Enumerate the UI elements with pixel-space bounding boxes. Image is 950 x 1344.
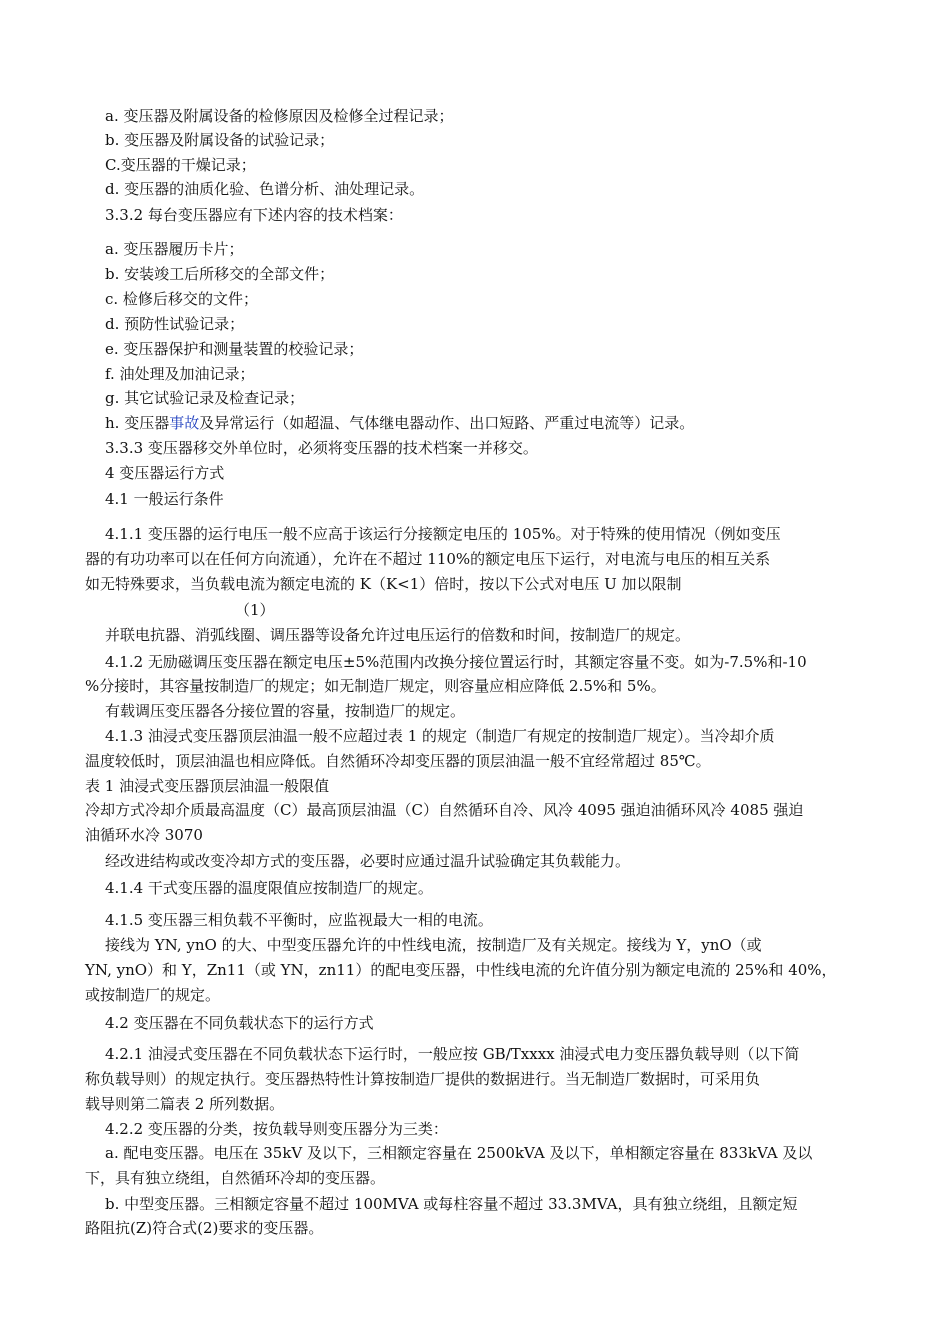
table-1-text-line1: 冷却方式冷却介质最高温度（C）最高顶层油温（C）自然循环自冷、风冷 4095 强迫油循环风冷 4085 强迫 [85,801,804,819]
class-a-line2: 下，具有独立绕组，自然循环冷却的变压器。 [85,1169,386,1187]
archive-item-h-suffix: 及异常运行（如超温、气体继电器动作、出口短路、严重过电流等）记录。 [199,414,695,432]
para-4-1-3-line1: 4.1.3 油浸式变压器顶层油温一般不应超过表 1 的规定（制造厂有规定的按制造厂规定）。当冷却介质 [105,727,775,745]
chapter-4-heading: 4 变压器运行方式 [105,464,225,482]
para-neutral-line3: 或按制造厂的规定。 [85,986,221,1004]
accident-link[interactable]: 事故 [169,414,200,432]
archive-item-g: g. 其它试验记录及检查记录； [105,389,305,407]
record-item-d: d. 变压器的油质化验、色谱分析、油处理记录。 [105,180,425,198]
para-4-1-2-line1: 4.1.2 无励磁调压变压器在额定电压±5%范围内改换分接位置运行时，其额定容量不变。如为-7.5%和-10 [105,653,807,671]
record-item-a: a. 变压器及附属设备的检修原因及检修全过程记录； [105,107,454,125]
para-neutral-line1: 接线为 YN, ynO 的大、中型变压器允许的中性线电流，按制造厂及有关规定。接线为 Y，ynO（或 [105,936,762,954]
archive-item-b: b. 安装竣工后所移交的全部文件； [105,265,335,283]
archive-item-h [105,411,694,436]
para-4-1-5: 4.1.5 变压器三相负载不平衡时，应监视最大一相的电流。 [105,911,493,929]
formula-number-1: （1） [235,601,275,619]
para-4-1-1-line2: 器的有功功率可以在任何方向流通），允许在不超过 110%的额定电压下运行，对电流与电压的相互关系 [85,550,771,568]
para-4-1-2-line2: %分接时，其容量按制造厂的规定；如无制造厂规定，则容量应相应降低 2.5%和 5%。 [85,677,666,695]
para-onload-tap: 有载调压变压器各分接位置的容量，按制造厂的规定。 [105,702,466,720]
archive-item-h-prefix: h. 变压器 [105,414,170,432]
para-4-2-1-line1: 4.2.1 油浸式变压器在不同负载状态下运行时，一般应按 GB/Txxxx 油浸式电力变压器负载导则（以下简 [105,1045,800,1063]
para-neutral-line2: YN, ynO）和 Y，Zn11（或 YN，zn11）的配电变压器，中性线电流的允许值分别为额定电流的 25%和 40%， [85,961,837,979]
para-4-2-2: 4.2.2 变压器的分类，按负载导则变压器分为三类： [105,1120,448,1138]
section-4-1-heading: 4.1 一般运行条件 [105,490,224,508]
table-1-text-line2: 油循环水冷 3070 [85,826,203,844]
para-reactor: 并联电抗器、消弧线圈、调压器等设备允许过电压运行的倍数和时间，按制造厂的规定。 [105,626,691,644]
para-4-1-1-line3: 如无特殊要求，当负载电流为额定电流的 K（K<1）倍时，按以下公式对电压 U 加以限制 [85,575,682,593]
record-item-c: C.变压器的干燥记录； [105,156,256,174]
para-4-1-1-line1: 4.1.1 变压器的运行电压一般不应高于该运行分接额定电压的 105%。对于特殊的使用情况（例如变压 [105,525,781,543]
class-b-line2: 路阻抗(Z)符合式(2)要求的变压器。 [85,1219,324,1237]
archive-item-d: d. 预防性试验记录； [105,315,245,333]
para-4-2-1-line3: 载导则第二篇表 2 所列数据。 [85,1095,285,1113]
archive-item-f: f. 油处理及加油记录； [105,365,255,383]
section-3-3-3: 3.3.3 变压器移交外单位时，必须将变压器的技术档案一并移交。 [105,439,538,457]
archive-item-c: c. 检修后移交的文件； [105,290,258,308]
section-3-3-2: 3.3.2 每台变压器应有下述内容的技术档案： [105,206,403,224]
class-a-line1: a. 配电变压器。电压在 35kV 及以下，三相额定容量在 2500kVA 及以下，单相额定容量在 833kVA 及以 [105,1144,813,1162]
class-b-line1: b. 中型变压器。三相额定容量不超过 100MVA 或每柱容量不超过 33.3MVA，具有独立绕组，且额定短 [105,1195,798,1213]
para-4-2-1-line2: 称负载导则）的规定执行。变压器热特性计算按制造厂提供的数据进行。当无制造厂数据时，可采用负 [85,1070,761,1088]
para-improved-structure: 经改进结构或改变冷却方式的变压器，必要时应通过温升试验确定其负载能力。 [105,852,631,870]
para-4-1-3-line2: 温度较低时，顶层油温也相应降低。自然循环冷却变压器的顶层油温一般不宜经常超过 85℃。 [85,752,711,770]
record-item-b: b. 变压器及附属设备的试验记录； [105,131,335,149]
table-1-caption: 表 1 油浸式变压器顶层油温一般限值 [85,777,330,795]
para-4-1-4: 4.1.4 干式变压器的温度限值应按制造厂的规定。 [105,879,433,897]
archive-item-e: e. 变压器保护和测量装置的校验记录； [105,340,364,358]
archive-item-a: a. 变压器履历卡片； [105,240,244,258]
section-4-2-heading: 4.2 变压器在不同负载状态下的运行方式 [105,1014,374,1032]
